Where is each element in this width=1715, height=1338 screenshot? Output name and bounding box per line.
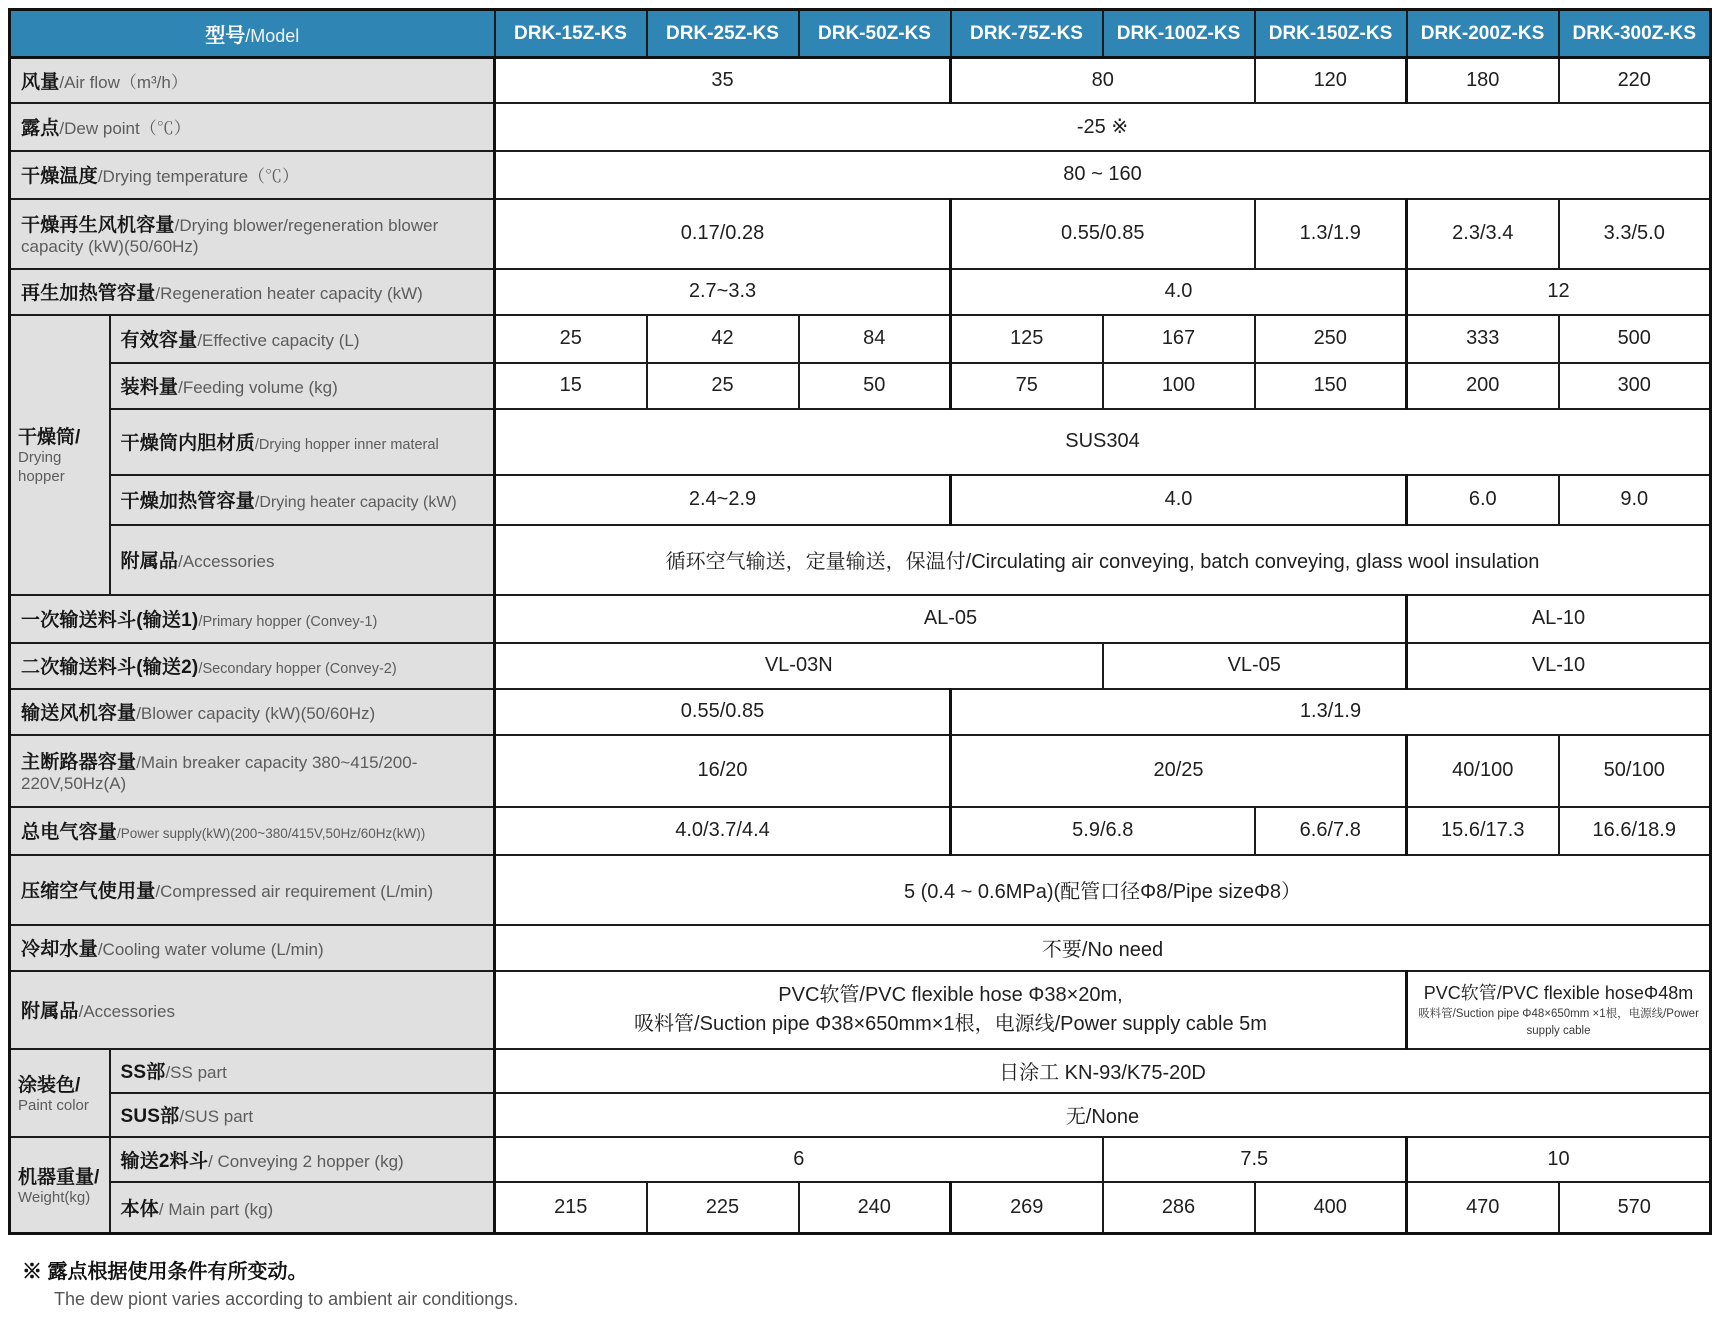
value-cell: 20/25 (951, 735, 1407, 807)
accessories-left-line2: 吸料管/Suction pipe Φ38×650mm×1根，电源线/Power supply cable 5m (634, 1012, 1267, 1035)
value-cell: 15 (495, 363, 647, 409)
label-en: /Main breaker capacity 380~415/200-220V,50Hz(A) (21, 753, 418, 793)
group-label-weight (10, 1137, 110, 1234)
row-sus-part (10, 1093, 1711, 1137)
label-en: /Feeding volume (kg) (178, 378, 338, 397)
row-label-dew-point (10, 103, 495, 151)
value-cell: 16/20 (495, 735, 951, 807)
label-zh: 干燥加热管容量 (120, 491, 255, 512)
row-conveying-hopper-weight (10, 1137, 1711, 1182)
value-cell: 6 (495, 1137, 1103, 1182)
accessories-right-line1: PVC软管/PVC flexible hoseΦ48m (1423, 982, 1694, 1003)
row-label-hopper-accessories (110, 525, 495, 595)
value-cell: 4.0/3.7/4.4 (495, 807, 951, 855)
value-cell: 100 (1103, 363, 1255, 409)
label-zh: 输送风机容量 (21, 703, 137, 724)
model-label-en: /Model (245, 26, 300, 46)
value-cell: 3.3/5.0 (1559, 199, 1711, 269)
group-label-en: Weight(kg) (18, 1188, 91, 1206)
label-zh: 干燥温度 (21, 166, 98, 187)
value-cell: 1.3/1.9 (951, 689, 1711, 735)
label-en: /Compressed air requirement (L/min) (155, 882, 434, 901)
label-en: /SUS part (179, 1107, 254, 1126)
row-label-blower-capacity (10, 689, 495, 735)
model-label-zh: 型号 (205, 25, 246, 47)
row-label-regen-heater (10, 269, 495, 315)
value-cell: 180 (1407, 58, 1559, 103)
label-en: /Primary hopper (Convey-1) (198, 614, 378, 630)
label-zh: 输送2料斗 (120, 1150, 209, 1172)
group-label-zh: 机器重量/ (18, 1166, 100, 1188)
label-en: /Accessories (178, 552, 275, 571)
row-hopper-accessories (10, 525, 1711, 595)
group-label-zh: 干燥筒/ (18, 427, 81, 449)
label-zh: SS部 (120, 1062, 166, 1083)
value-cell: 220 (1559, 58, 1711, 103)
label-zh: 主断路器容量 (21, 752, 137, 773)
value-cell: 4.0 (951, 269, 1407, 315)
value-cell: 9.0 (1559, 475, 1711, 525)
column-header-drk-150z: DRK-150Z-KS (1255, 10, 1407, 58)
value-cell: 10 (1407, 1137, 1711, 1182)
value-cell: 50/100 (1559, 735, 1711, 807)
value-cell: 42 (647, 315, 799, 363)
value-cell: 25 (495, 315, 647, 363)
value-cell: 80 ~ 160 (495, 151, 1711, 199)
value-cell: 250 (1255, 315, 1407, 363)
value-cell: 80 (951, 58, 1255, 103)
value-cell: VL-10 (1407, 643, 1711, 689)
value-cell: 日涂工 KN-93/K75-20D (495, 1049, 1711, 1093)
value-cell: 5 (0.4 ~ 0.6MPa)(配管口径Φ8/Pipe sizeΦ8） (495, 855, 1711, 925)
group-label-en: Paint color (18, 1096, 89, 1114)
column-header-drk-75z: DRK-75Z-KS (951, 10, 1103, 58)
value-cell: 5.9/6.8 (951, 807, 1255, 855)
value-cell: 50 (799, 363, 951, 409)
value-cell: 300 (1559, 363, 1711, 409)
value-cell: 75 (951, 363, 1103, 409)
row-compressed-air (10, 855, 1711, 925)
label-en: /SS part (165, 1063, 227, 1082)
row-drying-temperature (10, 151, 1711, 199)
value-cell: 25 (647, 363, 799, 409)
value-cell: SUS304 (495, 409, 1711, 475)
row-air-flow (10, 58, 1711, 103)
row-label-main-breaker (10, 735, 495, 807)
column-header-drk-25z: DRK-25Z-KS (647, 10, 799, 58)
value-cell: 2.7~3.3 (495, 269, 951, 315)
model-header-cell (10, 10, 495, 58)
label-zh: 有效容量 (120, 330, 198, 351)
value-cell: -25 ※ (495, 103, 1711, 151)
value-cell: VL-03N (495, 643, 1103, 689)
label-zh: 再生加热管容量 (21, 283, 156, 304)
row-label-compressed-air (10, 855, 495, 925)
value-cell: 84 (799, 315, 951, 363)
table-header-row (10, 10, 1711, 58)
value-cell: 2.3/3.4 (1407, 199, 1559, 269)
value-cell: 400 (1255, 1182, 1407, 1234)
footnote-zh: ※ 露点根据使用条件有所变动。 (22, 1261, 308, 1283)
value-cell: 215 (495, 1182, 647, 1234)
column-header-drk-100z: DRK-100Z-KS (1103, 10, 1255, 58)
value-cell: 470 (1407, 1182, 1559, 1234)
label-zh: 干燥筒内胆材质 (120, 433, 255, 454)
row-label-ss-part (110, 1049, 495, 1093)
row-label-secondary-hopper (10, 643, 495, 689)
label-en: /Drying heater capacity (kW) (254, 494, 457, 511)
row-label-drying-heater (110, 475, 495, 525)
row-label-drying-temperature (10, 151, 495, 199)
row-label-cooling-water (10, 925, 495, 971)
label-en: /Drying temperature（℃） (97, 167, 300, 186)
footnote (22, 1255, 1715, 1310)
label-en: /Secondary hopper (Convey-2) (198, 661, 397, 677)
row-cooling-water (10, 925, 1711, 971)
value-cell: 16.6/18.9 (1559, 807, 1711, 855)
label-en: /Dew point（℃） (59, 119, 191, 138)
column-header-drk-300z: DRK-300Z-KS (1559, 10, 1711, 58)
row-secondary-hopper (10, 643, 1711, 689)
row-label-power-supply (10, 807, 495, 855)
row-blower-capacity (10, 689, 1711, 735)
value-cell: 0.17/0.28 (495, 199, 951, 269)
label-zh: 二次输送料斗(输送2) (21, 657, 199, 678)
value-cell: 286 (1103, 1182, 1255, 1234)
value-cell: 7.5 (1103, 1137, 1407, 1182)
footnote-en: The dew piont varies according to ambient air conditiongs. (54, 1289, 519, 1309)
row-label-main-part (110, 1182, 495, 1234)
group-label-zh: 涂装色/ (18, 1074, 81, 1096)
value-cell: 167 (1103, 315, 1255, 363)
value-cell: 120 (1255, 58, 1407, 103)
label-en: /Blower capacity (kW)(50/60Hz) (136, 704, 376, 723)
row-label-sus-part (110, 1093, 495, 1137)
row-drying-heater-capacity (10, 475, 1711, 525)
value-cell: 225 (647, 1182, 799, 1234)
column-header-drk-200z: DRK-200Z-KS (1407, 10, 1559, 58)
value-cell: 240 (799, 1182, 951, 1234)
label-zh: SUS部 (120, 1106, 180, 1127)
row-label-air-flow (10, 58, 495, 103)
label-en: /Air flow（m³/h） (59, 72, 188, 92)
label-zh: 风量 (21, 71, 60, 93)
label-zh: 干燥再生风机容量 (21, 215, 175, 236)
row-label-blower-regen (10, 199, 495, 269)
row-label-primary-hopper (10, 595, 495, 643)
label-en: /Drying blower/regeneration blower capacity (kW)(50/60Hz) (21, 216, 439, 256)
value-cell: 循环空气输送，定量输送，保温付/Circulating air conveying, batch conveying, glass wool insulation (495, 525, 1711, 595)
column-header-drk-50z: DRK-50Z-KS (799, 10, 951, 58)
accessories-right-line2: 吸料管/Suction pipe Φ48×650mm ×1根，电源线/Power supply cable (1418, 1007, 1699, 1037)
value-cell: 6.6/7.8 (1255, 807, 1407, 855)
value-cell: 125 (951, 315, 1103, 363)
row-power-supply (10, 807, 1711, 855)
row-label-feeding-volume (110, 363, 495, 409)
value-cell: 0.55/0.85 (495, 689, 951, 735)
value-cell: AL-05 (495, 595, 1407, 643)
value-cell: 500 (1559, 315, 1711, 363)
value-cell: 40/100 (1407, 735, 1559, 807)
row-blower-regen-capacity (10, 199, 1711, 269)
label-en: /Power supply(kW)(200~380/415V,50Hz/60Hz(kW)) (117, 826, 426, 841)
label-en: /Accessories (78, 1002, 175, 1021)
label-zh: 附属品 (120, 551, 179, 572)
value-cell: 6.0 (1407, 475, 1559, 525)
label-en: /Regeneration heater capacity (kW) (155, 284, 423, 303)
value-cell: 不要/No need (495, 925, 1711, 971)
label-zh: 装料量 (120, 377, 179, 398)
label-en: / Main part (kg) (158, 1199, 274, 1219)
label-zh: 压缩空气使用量 (21, 881, 156, 902)
value-cell: 4.0 (951, 475, 1407, 525)
row-accessories (10, 971, 1711, 1049)
label-en: /Drying hopper inner materal (254, 437, 439, 453)
group-label-paint-color (10, 1049, 110, 1137)
value-cell: 无/None (495, 1093, 1711, 1137)
row-main-part-weight (10, 1182, 1711, 1234)
value-cell: 1.3/1.9 (1255, 199, 1407, 269)
value-cell-accessories-left (495, 971, 1407, 1049)
row-effective-capacity (10, 315, 1711, 363)
value-cell: AL-10 (1407, 595, 1711, 643)
accessories-left-line1: PVC软管/PVC flexible hose Φ38×20m, (778, 983, 1123, 1006)
row-main-breaker (10, 735, 1711, 807)
group-label-drying-hopper (10, 315, 110, 595)
label-zh: 露点 (21, 118, 60, 139)
column-header-drk-15z: DRK-15Z-KS (495, 10, 647, 58)
value-cell: 150 (1255, 363, 1407, 409)
row-feeding-volume (10, 363, 1711, 409)
value-cell: 269 (951, 1182, 1103, 1234)
row-regen-heater-capacity (10, 269, 1711, 315)
row-primary-hopper (10, 595, 1711, 643)
value-cell-accessories-right (1407, 971, 1711, 1049)
row-label-accessories (10, 971, 495, 1049)
value-cell: 15.6/17.3 (1407, 807, 1559, 855)
label-zh: 本体 (120, 1198, 159, 1220)
value-cell: 570 (1559, 1182, 1711, 1234)
row-label-effective-capacity (110, 315, 495, 363)
label-zh: 冷却水量 (21, 939, 98, 960)
group-label-en: Drying hopper (18, 449, 65, 485)
row-label-inner-material (110, 409, 495, 475)
label-zh: 一次输送料斗(输送1) (21, 610, 199, 631)
value-cell: VL-05 (1103, 643, 1407, 689)
value-cell: 2.4~2.9 (495, 475, 951, 525)
spec-table (8, 8, 1712, 1235)
row-inner-material (10, 409, 1711, 475)
row-label-conveying-hopper (110, 1137, 495, 1182)
label-en: /Cooling water volume (L/min) (97, 940, 324, 959)
value-cell: 12 (1407, 269, 1711, 315)
value-cell: 0.55/0.85 (951, 199, 1255, 269)
value-cell: 200 (1407, 363, 1559, 409)
value-cell: 35 (495, 58, 951, 103)
row-ss-part (10, 1049, 1711, 1093)
value-cell: 333 (1407, 315, 1559, 363)
label-zh: 总电气容量 (21, 822, 118, 843)
label-en: /Effective capacity (L) (197, 331, 360, 350)
row-dew-point (10, 103, 1711, 151)
label-en: / Conveying 2 hopper (kg) (208, 1151, 404, 1171)
label-zh: 附属品 (21, 1001, 79, 1022)
